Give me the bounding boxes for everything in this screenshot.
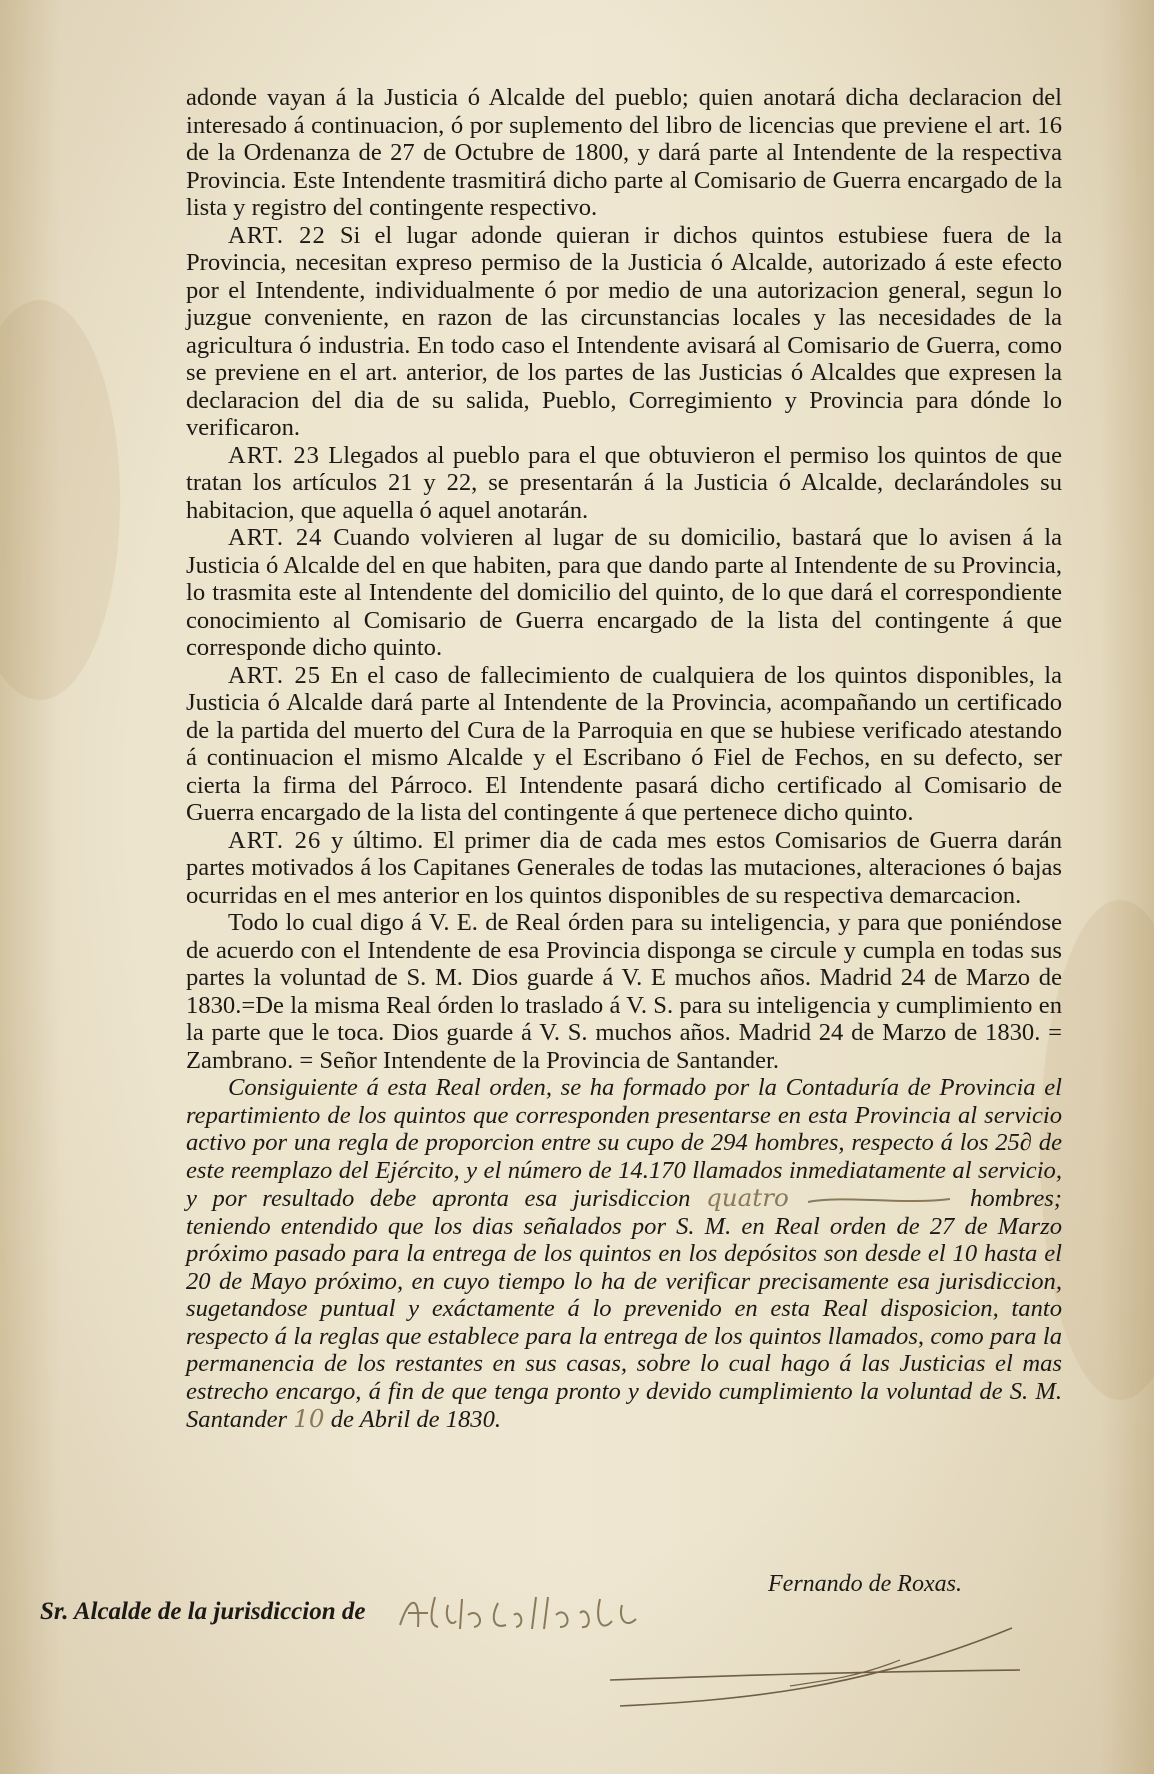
article-label: ART. 26	[228, 826, 322, 854]
article-22: ART. 22 Si el lugar adonde quieran ir dichos quintos estubiese fuera de la Provincia, necesitan expreso permiso de la Justicia ó Alcalde, autorizado á este efecto por el Intendente, individualmente ó por medio de una autorizacion general, segun lo juzgue conveniente, en razon de las circunstancias locales y las necesidades de la agricultura ó industria. En todo caso el Intendente avisará al Comisario de Guerra, como se previene en el art. anterior, de los partes de las Justicias ó Alcaldes que expresen la declaracion del dia de su salida, Pueblo, Corregimiento y Provincia para dónde lo verificaron.	[186, 221, 1062, 441]
handwritten-count: quatro	[706, 1183, 789, 1212]
handwritten-day: 10	[293, 1404, 325, 1433]
article-label: ART. 24	[228, 524, 323, 551]
article-26: ART. 26 y último. El primer dia de cada mes estos Comisarios de Guerra darán partes motivados á los Capitanes Generales de todas las mutaciones, alteraciones ó bajas ocurridas en el mes anterior en los quintos disponibles de su respectiva demarcacion.	[186, 826, 1063, 909]
document-body	[186, 84, 1062, 1434]
ink-stroke	[804, 1193, 954, 1207]
article-label: ART. 22	[228, 221, 326, 249]
article-23: ART. 23 Llegados al pueblo para el que obtuvieron el permiso los quintos de que tratan los artículos 21 y 22, se presentarán á la Justicia ó Alcalde, declarándoles su habitacion, que aquella ó aquel anotarán.	[186, 441, 1062, 524]
addressee-line	[40, 1598, 365, 1626]
article-label: ART. 25	[228, 661, 322, 689]
continued-paragraph: adonde vayan á la Justicia ó Alcalde del pueblo; quien anotará dicha declaracion del interesado á continuacion, ó por suplemento del libro de licencias que previene el art. 16 de la Ordenanza de 27 de Octubre de 1800, y dará parte al Intendente de la respectiva Provincia. Este Intendente trasmitirá dicho parte al Comisario de Guerra encargado de la lista y registro del contingente respectivo.	[186, 84, 1062, 221]
addressee-label: Sr. Alcalde de la jurisdiccion de	[40, 1598, 366, 1625]
article-25: ART. 25 En el caso de fallecimiento de cualquiera de los quintos disponibles, la Justicia ó Alcalde dará parte al Intendente de la Provincia, acompañando un certificado de la partida del muerto del Cura de la Parroquia en que se hubiese verificado atestando á continuacion el mismo Alcalde y el Escribano ó Fiel de Fechos, en su defecto, ser cierta la firma del Párroco. El Intendente pasará dicho certificado al Comisario de Guerra encargado de la lista del contingente á que pertenece dicho quinto.	[186, 661, 1062, 826]
closing-paragraph: Todo lo cual digo á V. E. de Real órden para su inteligencia, y para que poniéndose de acuerdo con el Intendente de esa Provincia disponga se circule y cumpla en todas sus partes la voluntad de S. M. Dios guarde á V. E muchos años. Madrid 24 de Marzo de 1830.=De la misma Real órden lo traslado á V. S. para su inteligencia y cumplimiento en la parte que le toca. Dios guarde á V. S. muchos años. Madrid 24 de Marzo de 1830. = Zambrano. = Señor Intendente de la Provincia de Santander.	[186, 909, 1062, 1074]
provincial-order-paragraph: Consiguiente á esta Real orden, se ha formado por la Contaduría de Provincia el repartimiento de los quintos que corresponden presentarse en esta Provincia al servicio activo por una regla de proporcion entre su cupo de 294 hombres, respecto á los 25∂ de este reemplazo del Ejército, y el número de 14.170 llamados inmediatamente al servicio, y por resultado debe apronta esa jurisdiccion quatro hombres; teniendo entendido que los dias señalados por S. M. en Real orden de 27 de Marzo próximo pasado para la entrega de los quintos en los depósitos son desde el 10 hasta el 20 de Mayo próximo, en cuyo tiempo lo ha de verificar precisamente esa jurisdiccion, sugetandose puntual y exáctamente á lo prevenido en esta Real disposicion, tanto respecto á la reglas que establece para la entrega de los quintos llamados, como para la permanencia de los restantes en sus casas, sobre lo cual hago á las Justicias el mas estrecho encargo, á fin de que tenga pronto y devido cumplimiento la voluntad de S. M. Santander 10 de Abril de 1830.	[186, 1074, 1063, 1433]
article-24: ART. 24 Cuando volvieren al lugar de su domicilio, bastará que lo avisen á la Justicia ó Alcalde del en que habiten, para que dando parte al Intendente de su Provincia, lo trasmita este al Intendente del domicilio del quinto, de lo que dará el correspondiente conocimiento al Comisario de Guerra encargado de la lista del contingente á que corresponde dicho quinto.	[186, 524, 1063, 661]
paper-stain	[0, 300, 120, 700]
article-label: ART. 23	[228, 441, 320, 469]
signatory-name: Fernando de Roxas.	[768, 1571, 962, 1597]
signature-flourish	[600, 1610, 1020, 1730]
